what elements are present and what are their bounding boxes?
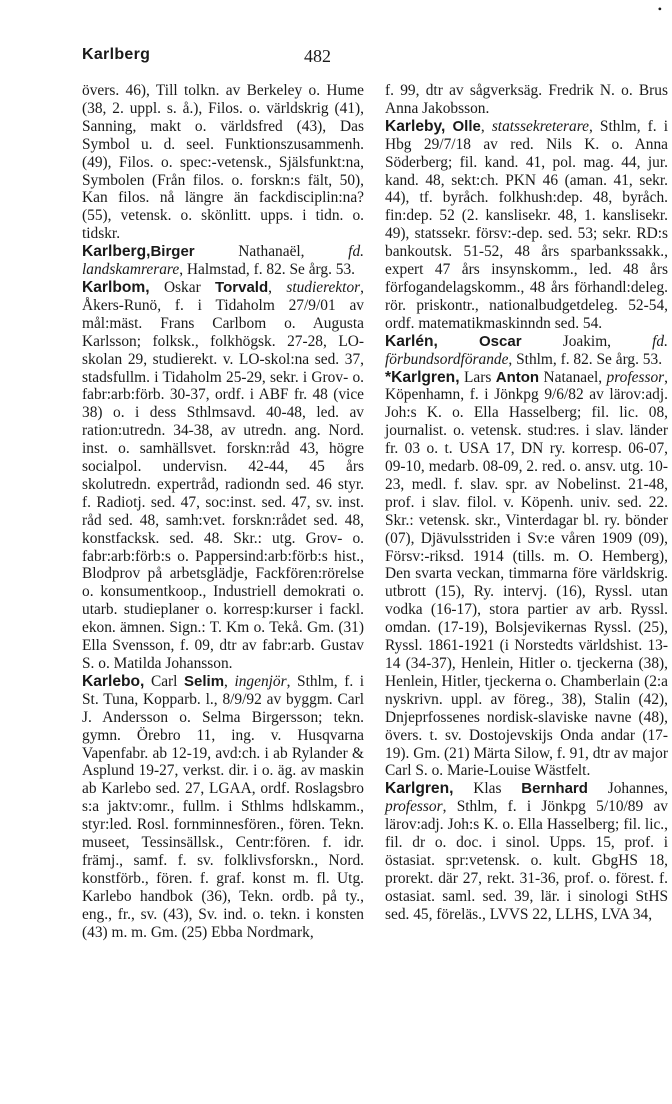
- biography-entry: [385, 369, 668, 781]
- entry-call-name: Anton: [495, 368, 540, 386]
- entry-call-name: Oscar: [479, 332, 522, 350]
- entry-text: , Åkers-Runö, f. i Tidaholm 27/9/01 av mål:mäst. Frans Carlbom o. Augusta Karlsson; folksk., folkhögsk. 27-28, LO-skolan 29, studierekt. v. LO-skol:na sed. 37, stadsfullm. i Tidaholm 25-29, sekr. i Grov- o. fabr:arb:förb. 30-37, ordf. i ABF fr. 48 (vice 38) o. i dess Sthlmsavd. 40-48, led. av ration:utredn. 34-38, av utredn. ang. Nord. inst. o. samhällsvet. forskn:råd 43, högre socialpol. undervisn. 42-44, 45 års skolutredn. expertråd, radiondn sed. 46 styr. f. Radiotj. sed. 47, soc:inst. sed. 47, sv. inst. råd sed. 48, samh:vet. forskn:rådet sed. 48, konstfacksk. sed. 48. Skr.: utg. Grov- o. fabr:arb:förb:s o. Pappersind:arb:förb:s hist., Blodprov på arbetsglädje, Fackfören:rörelse o. konsumentkoop., Industriell demokrati o. utarb. studieplaner o. korresp:kurser i fackl. ekon. ämnen. Sign.: T. Km o. Tekå. Gm. (31) Ella Svensson, f. 09, dtr av fabr:arb. Gustav S. o. Matilda Johansson.: [82, 278, 364, 672]
- biography-entry: [82, 279, 364, 673]
- entry-text: , Sthlm, f. 82. Se årg. 53.: [508, 350, 663, 368]
- page-header: [82, 46, 660, 68]
- entry-given-names: [438, 333, 479, 350]
- entry-headword: Karlbom,: [82, 278, 150, 296]
- entry-given-names: ,: [480, 117, 492, 135]
- entry-text: , Sthlm, f. i Jönkpg 5/10/89 av lärov:adj. Joh:s K. o. Ella Hasselberg; fil. lic., fil. dr o. doc. i sinol. Upps. 15, prof. i östasiat. spr:vetensk. o. kult. GbgHS 18, prorekt. där 27, rekt. 31-36, prof. o. förest. f. ostasiat. saml. sed. 39, lär. i sinologi StHS sed. 45, föreläs., LVVS 22, LLHS, LVA 34,: [385, 798, 668, 923]
- entry-given-names: Klas: [453, 780, 522, 798]
- biography-entry: [385, 333, 668, 369]
- entry-occupation: fd. landskamrerare: [82, 243, 364, 279]
- page-number: 482: [304, 46, 331, 66]
- entry-given-names: Lars: [459, 368, 496, 386]
- entry-call-name: Torvald: [215, 278, 269, 296]
- entry-given-names: Nathanaël,: [194, 243, 349, 261]
- entry-headword: Karlberg,: [82, 243, 151, 261]
- entry-given-names: Johannes,: [587, 780, 668, 798]
- entry-continuation: [385, 82, 668, 118]
- entry-text: , Sthlm, f. i Hbg 29/7/18 av red. Nils K. o. Anna Söderberg; fil. kand. 41, pol. mag. 44, jur. kand. 48, sekt:ch. PKN 46 (aman. 41, sekr. 44), tf. byråch. folkhush:dep. 48, byråch. fin:dep. 52 (2. kanslisekr. 48, 1. kanslisekr. 49), statssekr. försv:-dep. sed. 53; sekr. RD:s bankoutsk. 51-52, 48 års sparbankssakk., expert 47 års insynskomm., led. 48 års förfogandelagskomm., 48 års förhandl:deleg. rör. priskontr., nationalbudgetdeleg. 52-54, ordf. matematikmaskinndn sed. 54.: [385, 117, 668, 332]
- running-head: Karlberg: [82, 46, 151, 63]
- entry-text: f. 99, dtr av sågverksäg. Fredrik N. o. Brus Anna Jakobsson.: [385, 82, 668, 117]
- entry-continuation: [82, 82, 364, 243]
- entry-headword: Karlgren,: [385, 780, 454, 798]
- entry-call-name: Birger: [150, 243, 195, 261]
- entry-call-name: Bernhard: [521, 780, 588, 798]
- entry-given-names: ,: [224, 672, 235, 690]
- entry-occupation: ingenjör: [234, 672, 287, 690]
- biography-entry: [82, 673, 364, 942]
- entry-headword: Karlén,: [385, 332, 438, 350]
- entry-occupation: professor: [606, 368, 665, 386]
- biography-entry: [82, 243, 364, 279]
- entry-text: övers. 46), Till tolkn. av Berkeley o. Hume (38, 2. uppl. s. å.), Filos. o. världskrig (41), Sanning, makt o. världsfred (43), Das Symbol u. d. seel. Funktionszusammenh. (49), Filos. o. spec:-vetensk., Själsfunkt:na, Symbolen (Från filos. o. forskn:s fält, 50), Kan filos. nå längre än fackdisciplin:na? (55), vetensk. o. skönlitt. upps. i tidn. o. tidskr.: [82, 82, 364, 243]
- entry-text: , Sthlm, f. i St. Tuna, Kopparb. l., 8/9/92 av byggm. Carl J. Andersson o. Selma Birgersson; tekn. gymn. Örebro 11, ing. v. Husqvarna Vapenfabr. ab 12-19, avd:ch. i ab Rylander & Asplund 19-27, verkst. dir. i o. äg. av maskin ab Karlebo sed. 27, LGAA, ordf. Roslagsbro s:a jaktv:omr., fullm. i Sthlms hdlskamm., styr:led. Rosl. fornminnesfören., fören. Tekn. museet, Tessinsällsk., Centr:fören. f. idr. främj., samf. f. sv. folklivsforskn., Nord. konstförb., fören. f. graf. konst m. fl. Utg. Karlebo handbok (36), Tekn. ordb. på ty., eng., fr., sv. (43), Sv. ind. o. tekn. i konsten (43) m. m. Gm. (25) Ebba Nordmark,: [82, 672, 364, 941]
- entry-given-names: Natanael,: [539, 368, 607, 386]
- entry-occupation: studierektor: [286, 278, 361, 296]
- entry-given-names: Oskar: [149, 278, 216, 296]
- entry-headword: Karleby,: [385, 117, 446, 135]
- entry-headword: Karlebo,: [82, 672, 145, 690]
- right-column: [385, 82, 668, 924]
- entry-occupation: professor: [385, 798, 443, 816]
- entry-text: , Halmstad, f. 82. Se årg. 53.: [179, 261, 356, 279]
- entry-occupation: fd. förbundsordförande: [385, 332, 668, 368]
- entry-text: , Köpenhamn, f. i Jönkpg 9/6/82 av lärov:adj. Joh:s K. o. Ella Hasselberg; fil. lic. 08, journalist. o. vetensk. stud:res. i slav. länder fr. 03 o. t. USA 17, DN ry. korresp. 06-07, 09-10, medarb. 08-09, 2. red. o. ansv. utg. 10-23, medl. f. slav. spr. av Nobelinst. 21-48, prof. i slav. filol. v. Köpenh. univ. sed. 22. Skr.: vetensk. skr., Vinterdagar bl. ry. bönder (07), Djävulsstriden i Sv:e våren 1909 (09), Försv:-riksd. 1914 (tills. m. O. Hemberg), Den svarta veckan, timmarna före världskrig. utbrott (15), Ry. intervj. (16), Ryssl. utan vodka (16-17), stora partier av arb. Ryssl. omdan. (17-19), Bolsjevikernas Ryssl. (25), Ryssl. 1861-1921 (i Norstedts världshist. 13-14 (34-37), Henlein, Hitler o. tjeckerna (38), Henlein, Hitler, tjeckerna o. Chamberlain (2:a nyskrivn. uppl. av föreg., 38), Stalin (42), Dnjeprfossenes nordisk-slaviske navne (48), övers. t. sv. Dostojevskijs Onda andar (17-19). Gm. (21) Märta Silow, f. 91, dtr av major Carl S. o. Marie-Louise Wästfelt.: [385, 368, 668, 780]
- entry-given-names: Joakim,: [521, 332, 653, 350]
- biography-entry: [385, 780, 668, 923]
- entry-given-names: Carl: [144, 672, 185, 690]
- entry-headword: *Karlgren,: [385, 368, 460, 386]
- entry-occupation: statssekreterare: [491, 117, 589, 135]
- biography-entry: [385, 118, 668, 333]
- left-column: [82, 82, 364, 942]
- entry-given-names: [445, 118, 452, 135]
- entry-call-name: Selim: [184, 672, 225, 690]
- corner-mark: •: [657, 2, 662, 16]
- entry-call-name: Olle: [452, 117, 481, 135]
- entry-given-names: ,: [268, 278, 287, 296]
